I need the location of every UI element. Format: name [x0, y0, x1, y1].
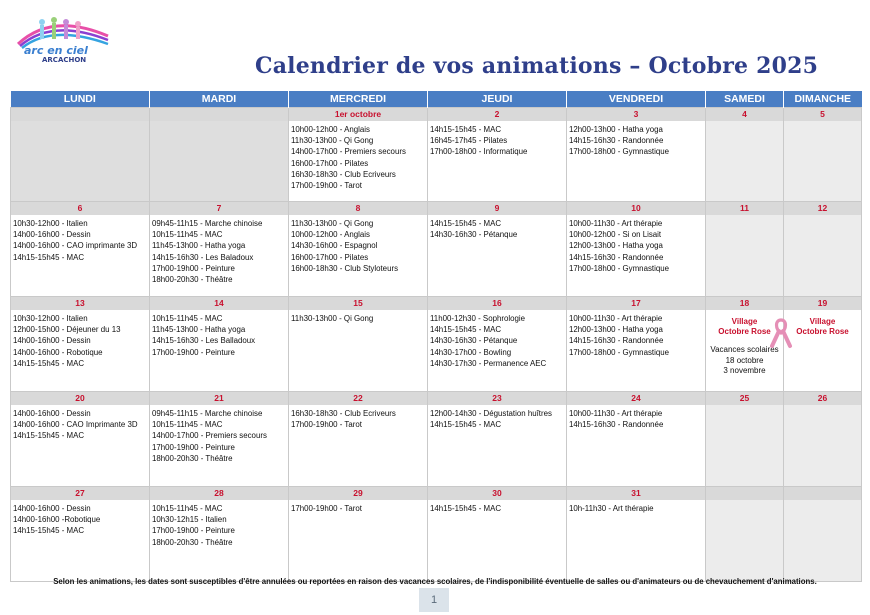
weekday-header-vendredi: VENDREDI	[567, 91, 706, 108]
weekday-header-jeudi: JEUDI	[428, 91, 567, 108]
event-item: 10h00-11h30 - Art thérapie	[569, 314, 663, 323]
school-holidays-line: 3 novembre	[723, 366, 766, 375]
page-number: 1	[419, 588, 449, 612]
day-number: 16	[428, 297, 566, 310]
day-cell	[289, 108, 428, 202]
events-list	[784, 215, 861, 296]
event-item: 16h00-18h30 - Club Styloteurs	[291, 263, 399, 273]
event-item: 11h30-13h00 - Qi Gong	[291, 219, 374, 228]
event-item: 11h30-13h00 - Qi Gong	[291, 314, 374, 323]
day-number: 30	[428, 487, 566, 500]
event-item: 14h00-16h00 -Robotique	[13, 515, 101, 525]
event-item: 17h00-18h00 - Gymnastique	[569, 147, 670, 157]
day-cell	[150, 202, 289, 297]
event-item: 14h15-15h45 - MAC	[13, 526, 85, 536]
event-item: 10h15-11h45 - MAC	[152, 504, 223, 513]
event-item: 14h00-16h00 - Dessin	[13, 409, 91, 418]
event-item: 11h45-13h00 - Hatha yoga	[152, 241, 246, 251]
event-item: 10h00-12h00 - Anglais	[291, 230, 370, 240]
events-list	[11, 405, 149, 486]
day-number	[11, 108, 149, 121]
events-list	[150, 405, 288, 486]
day-number: 24	[567, 392, 705, 405]
event-item: 12h00-13h00 - Hatha yoga	[569, 125, 663, 134]
calendar-table	[10, 91, 862, 582]
day-number: 12	[784, 202, 861, 215]
day-cell	[289, 297, 428, 392]
event-item: 14h00-16h00 - Dessin	[13, 336, 91, 346]
weekday-header-mercredi: MERCREDI	[289, 91, 428, 108]
day-cell	[706, 108, 784, 202]
event-item: 16h00-17h00 - Pilates	[291, 158, 369, 168]
event-item: 10h30-12h00 - Italien	[13, 314, 88, 323]
event-item: 10h-11h30 - Art thérapie	[569, 504, 654, 513]
event-item: 11h00-12h30 - Sophrologie	[430, 314, 526, 323]
day-number: 29	[289, 487, 427, 500]
day-number: 3	[567, 108, 705, 121]
day-number: 4	[706, 108, 783, 121]
day-cell	[784, 108, 862, 202]
day-cell	[289, 202, 428, 297]
day-cell	[428, 392, 567, 487]
event-item: 10h00-11h30 - Art thérapie	[569, 219, 663, 228]
event-item: 14h00-16h00 - CAO imprimante 3D	[13, 241, 138, 251]
day-number	[706, 487, 783, 500]
event-item: 14h30-17h00 - Bowling	[430, 347, 512, 357]
day-number: 23	[428, 392, 566, 405]
day-number: 15	[289, 297, 427, 310]
event-item: 12h00-13h00 - Hatha yoga	[569, 241, 663, 251]
events-list	[567, 405, 705, 486]
week-row	[11, 297, 862, 392]
school-holidays-line: Vacances scolaires	[710, 345, 779, 354]
week-row	[11, 487, 862, 582]
event-item: 10h00-12h00 - Si on Lisait	[569, 230, 662, 240]
day-cell	[706, 202, 784, 297]
day-number: 20	[11, 392, 149, 405]
event-item: 17h00-19h00 - Tarot	[291, 420, 362, 430]
day-cell	[784, 202, 862, 297]
event-item: 17h00-19h00 - Peinture	[152, 526, 235, 536]
event-item: 14h15-15h45 - MAC	[13, 252, 85, 262]
day-number: 11	[706, 202, 783, 215]
day-number: 17	[567, 297, 705, 310]
events-list	[289, 121, 427, 201]
event-item: 14h15-15h45 - MAC	[13, 431, 85, 441]
day-cell	[706, 487, 784, 582]
day-cell	[784, 297, 862, 392]
events-list	[289, 500, 427, 581]
day-cell	[784, 392, 862, 487]
day-number	[150, 108, 288, 121]
day-cell	[11, 108, 150, 202]
event-item: 14h15-16h30 - Randonnée	[569, 420, 664, 430]
events-list	[289, 310, 427, 391]
weekday-header-row	[11, 91, 862, 108]
event-item: 10h30-12h15 - Italien	[152, 515, 227, 525]
day-number: 13	[11, 297, 149, 310]
event-item: 16h00-17h00 - Pilates	[291, 252, 369, 262]
day-number: 6	[11, 202, 149, 215]
event-item: 10h15-11h45 - MAC	[152, 420, 223, 430]
day-cell	[150, 108, 289, 202]
day-number: 26	[784, 392, 861, 405]
events-list	[11, 121, 149, 201]
week-row	[11, 392, 862, 487]
events-list	[567, 215, 705, 296]
day-number: 27	[11, 487, 149, 500]
events-list	[784, 121, 861, 201]
weekday-header-lundi: LUNDI	[11, 91, 150, 108]
events-list	[11, 310, 149, 391]
event-item: 14h30-17h30 - Permanence AEC	[430, 358, 547, 368]
events-list	[784, 405, 861, 486]
events-list	[706, 121, 783, 201]
day-number: 28	[150, 487, 288, 500]
day-cell	[784, 487, 862, 582]
event-item: 14h15-15h45 - MAC	[430, 420, 502, 430]
day-cell	[428, 108, 567, 202]
events-list	[428, 121, 566, 201]
events-list	[289, 405, 427, 486]
event-item: 14h15-16h30 - Randonnée	[569, 136, 664, 146]
events-list	[706, 500, 783, 581]
arc-en-ciel-logo	[12, 14, 122, 64]
weekday-header-mardi: MARDI	[150, 91, 289, 108]
event-item: 11h30-13h00 - Qi Gong	[291, 136, 374, 146]
event-item: 14h30-16h30 - Pétanque	[430, 230, 518, 240]
event-item: 18h00-20h30 - Théâtre	[152, 537, 233, 547]
logo-text-line2: ARCACHON	[42, 56, 87, 64]
day-cell	[567, 392, 706, 487]
day-cell	[150, 297, 289, 392]
day-number: 7	[150, 202, 288, 215]
event-item: 10h00-12h00 - Anglais	[291, 125, 370, 134]
week-row	[11, 108, 862, 202]
day-number	[784, 487, 861, 500]
day-cell	[428, 297, 567, 392]
school-holidays-line: 18 octobre	[725, 355, 764, 365]
event-item: 14h30-16h00 - Espagnol	[291, 241, 378, 251]
day-cell	[11, 297, 150, 392]
events-list	[150, 215, 288, 296]
day-cell	[706, 392, 784, 487]
day-cell	[11, 392, 150, 487]
event-item: 12h00-14h30 - Dégustation huîtres	[430, 409, 552, 418]
day-number: 22	[289, 392, 427, 405]
events-list	[11, 215, 149, 296]
day-number: 1er octobre	[289, 108, 427, 121]
day-cell	[567, 297, 706, 392]
event-item: 16h30-18h30 - Club Ecriveurs	[291, 409, 396, 418]
events-list	[784, 310, 861, 391]
events-list	[11, 500, 149, 581]
events-list	[567, 310, 705, 391]
events-list	[428, 500, 566, 581]
octobre-rose-line: Octobre Rose	[718, 327, 771, 336]
logo-graphic	[12, 14, 122, 64]
event-item: 14h15-16h30 - Randonnée	[569, 336, 664, 346]
event-item: 09h45-11h15 - Marche chinoise	[152, 409, 263, 418]
event-item: 12h00-13h00 - Hatha yoga	[569, 325, 663, 335]
day-cell	[11, 202, 150, 297]
event-item: 11h45-13h00 - Hatha yoga	[152, 325, 246, 335]
event-item: 14h15-16h30 - Les Balladoux	[152, 336, 256, 346]
event-item: 14h15-15h45 - MAC	[430, 325, 502, 335]
events-list	[706, 405, 783, 486]
logo-text-line1: arc en ciel	[24, 44, 88, 57]
day-number: 8	[289, 202, 427, 215]
day-number: 14	[150, 297, 288, 310]
events-list	[150, 310, 288, 391]
event-item: 14h15-16h30 - Randonnée	[569, 252, 664, 262]
events-list	[706, 215, 783, 296]
events-list	[784, 500, 861, 581]
event-item: 14h15-15h45 - MAC	[430, 219, 502, 228]
event-item: 14h15-16h30 - Les Baladoux	[152, 252, 254, 262]
event-item: 14h00-16h00 - Dessin	[13, 230, 91, 240]
day-number: 21	[150, 392, 288, 405]
event-item: 14h00-16h00 - Robotique	[13, 347, 103, 357]
events-list	[289, 215, 427, 296]
day-number: 19	[784, 297, 861, 310]
day-cell	[11, 487, 150, 582]
event-item: 17h00-18h00 - Gymnastique	[569, 347, 670, 357]
events-list	[428, 215, 566, 296]
disclaimer-footer: Selon les animations, les dates sont susceptibles d'être annulées ou reportées en raison des vacances scolaires, de l'indisponibilité éventuelle de salles ou d'animateurs ou de chevauchement d'animations.	[53, 577, 817, 586]
event-item: 17h00-19h00 - Peinture	[152, 347, 235, 357]
octobre-rose-line: Village	[809, 317, 836, 326]
event-item: 09h45-11h15 - Marche chinoise	[152, 219, 263, 228]
event-item: 17h00-19h00 - Peinture	[152, 442, 235, 452]
octobre-rose-line: Village	[731, 317, 758, 326]
day-cell	[289, 487, 428, 582]
event-item: 10h15-11h45 - MAC	[152, 230, 223, 240]
page-title: Calendrier de vos animations – Octobre 2025	[255, 53, 819, 79]
day-cell	[150, 392, 289, 487]
event-item: 14h15-15h45 - MAC	[430, 504, 502, 513]
event-item: 14h00-17h00 - Premiers secours	[291, 147, 406, 157]
event-item: 14h15-15h45 - MAC	[430, 125, 502, 134]
day-cell	[428, 487, 567, 582]
day-number: 18	[706, 297, 783, 310]
day-number: 2	[428, 108, 566, 121]
event-item: 18h00-20h30 - Théâtre	[152, 275, 233, 285]
event-item: 12h00-15h00 - Déjeuner du 13	[13, 325, 121, 335]
event-item: 17h00-18h00 - Gymnastique	[569, 263, 670, 273]
events-list	[428, 310, 566, 391]
day-cell	[428, 202, 567, 297]
event-item: 14h00-16h00 - CAO Imprimante 3D	[13, 420, 138, 430]
day-cell	[567, 202, 706, 297]
event-item: 17h00-19h00 - Tarot	[291, 504, 362, 513]
event-item: 14h00-16h00 - Dessin	[13, 504, 91, 513]
event-item: 16h45-17h45 - Pilates	[430, 136, 508, 146]
event-item: 10h30-12h00 - Italien	[13, 219, 88, 228]
day-cell	[150, 487, 289, 582]
day-cell	[567, 487, 706, 582]
events-list	[567, 500, 705, 581]
event-item: 10h00-11h30 - Art thérapie	[569, 409, 663, 418]
events-list	[150, 500, 288, 581]
event-item: 17h00-19h00 - Peinture	[152, 263, 235, 273]
event-item: 18h00-20h30 - Théâtre	[152, 453, 233, 463]
day-number: 31	[567, 487, 705, 500]
week-row	[11, 202, 862, 297]
octobre-rose-label	[786, 313, 859, 337]
day-cell	[289, 392, 428, 487]
events-list	[150, 121, 288, 201]
day-number: 9	[428, 202, 566, 215]
octobre-rose-line: Octobre Rose	[796, 327, 849, 336]
weekday-header-samedi: SAMEDI	[706, 91, 784, 108]
event-item: 14h15-15h45 - MAC	[13, 358, 85, 368]
events-list	[567, 121, 705, 201]
pink-ribbon-icon	[768, 317, 794, 349]
event-item: 14h00-17h00 - Premiers secours	[152, 431, 267, 441]
day-number: 10	[567, 202, 705, 215]
event-item: 17h00-19h00 - Tarot	[291, 181, 362, 191]
event-item: 17h00-18h00 - Informatique	[430, 147, 528, 157]
day-number: 5	[784, 108, 861, 121]
day-cell	[567, 108, 706, 202]
weekday-header-dimanche: DIMANCHE	[784, 91, 862, 108]
events-list	[428, 405, 566, 486]
event-item: 10h15-11h45 - MAC	[152, 314, 223, 323]
day-number: 25	[706, 392, 783, 405]
event-item: 14h30-16h30 - Pétanque	[430, 336, 518, 346]
event-item: 16h30-18h30 - Club Ecriveurs	[291, 169, 396, 179]
